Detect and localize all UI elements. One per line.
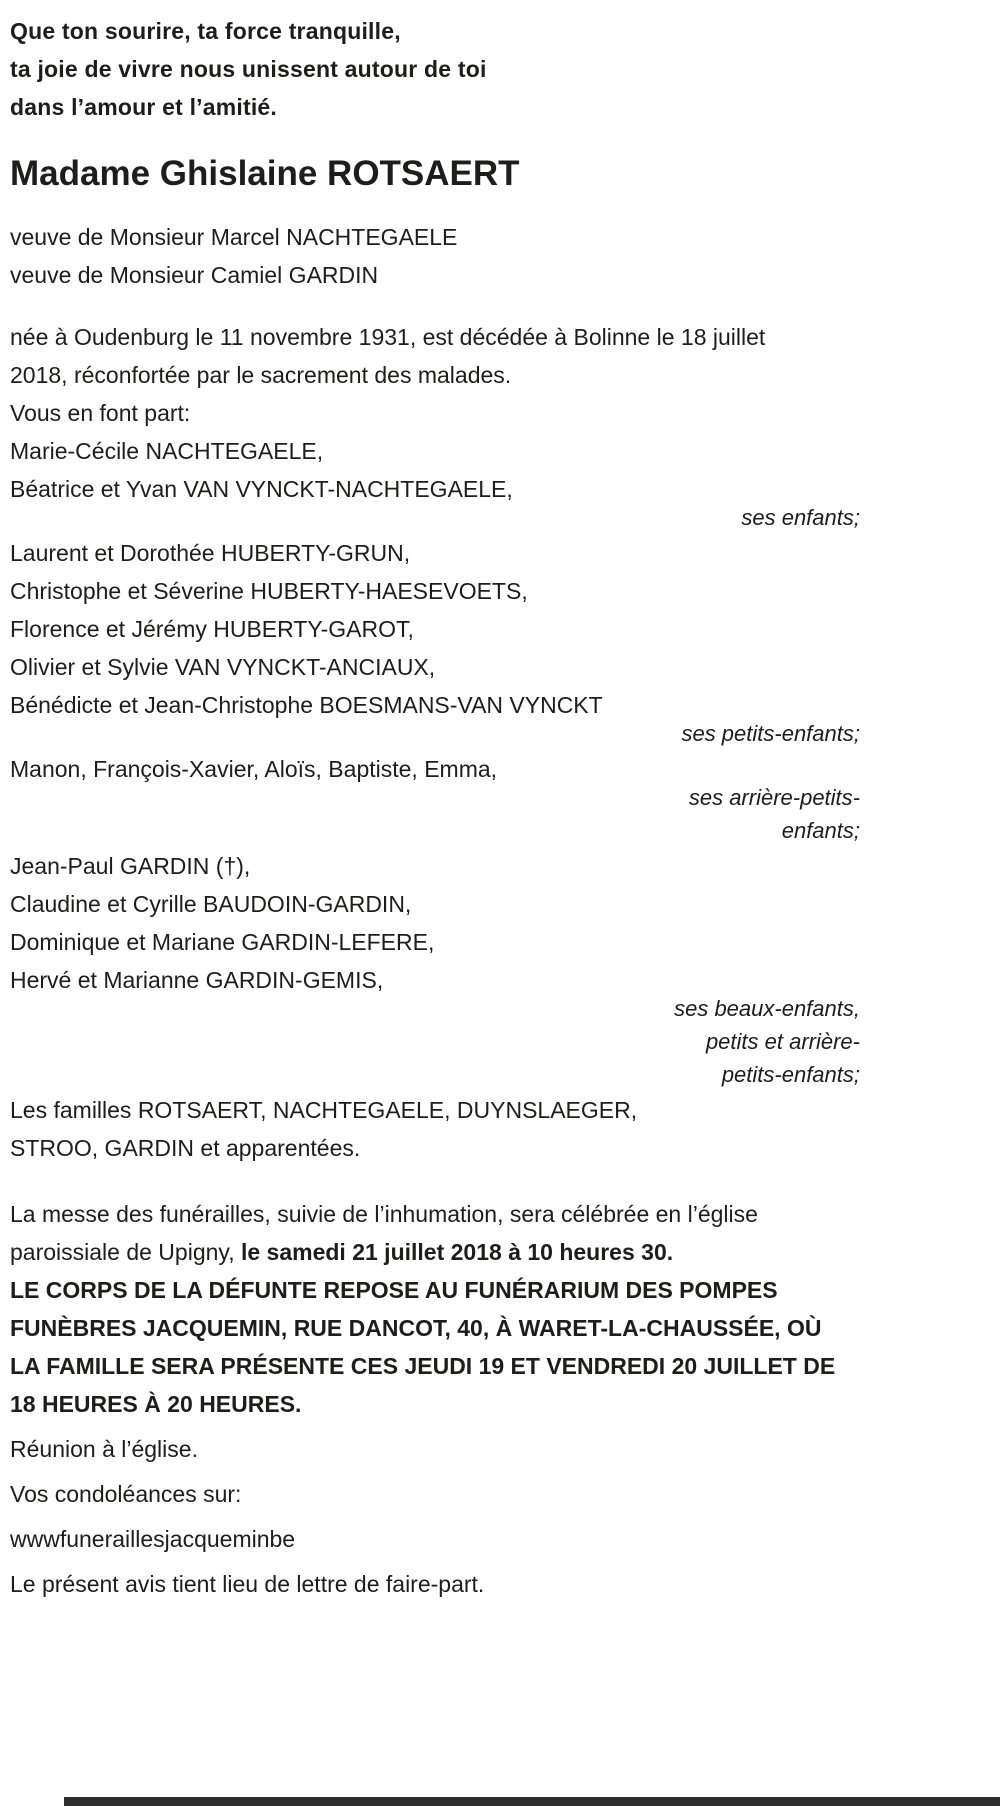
family-group-great-grandchildren [10, 750, 986, 847]
family-name-line: Manon, François-Xavier, Aloïs, Baptiste, Emma, [10, 756, 498, 782]
mass-datetime: le samedi 21 juillet 2018 à 10 heures 30. [240, 1239, 674, 1265]
relation-line: petits et arrière- [705, 1029, 860, 1054]
repose-notice-line: LA FAMILLE SERA PRÉSENTE CES JEUDI 19 ET VENDREDI 20 JUILLET DE [10, 1353, 836, 1379]
family-group-grandchildren [10, 534, 986, 750]
life-summary [10, 318, 986, 394]
extended-families-line: STROO, GARDIN et apparentées. [10, 1135, 361, 1161]
family-name-line: Christophe et Séverine HUBERTY-HAESEVOETS, [10, 578, 528, 604]
closing-note: Le présent avis tient lieu de lettre de faire-part. [10, 1571, 485, 1597]
family-name-line: Florence et Jérémy HUBERTY-GAROT, [10, 616, 414, 642]
mass-announcement-line [10, 1233, 986, 1271]
family-list [10, 432, 986, 1091]
opening-quote [10, 12, 986, 126]
family-group-children [10, 432, 986, 534]
meeting-note: Réunion à l’église. [10, 1436, 198, 1462]
repose-notice-line: FUNÈBRES JACQUEMIN, RUE DANCOT, 40, À WARET-LA-CHAUSSÉE, OÙ [10, 1315, 822, 1341]
family-name-line: Bénédicte et Jean-Christophe BOESMANS-VAN VYNCKT [10, 692, 603, 718]
mass-announcement-line: La messe des funérailles, suivie de l’inhumation, sera célébrée en l’église [10, 1201, 758, 1227]
relation-line: ses enfants; [741, 505, 860, 530]
family-name-line: Olivier et Sylvie VAN VYNCKT-ANCIAUX, [10, 654, 436, 680]
repose-notice [10, 1271, 986, 1423]
relation-line: petits-enfants; [721, 1062, 860, 1087]
relation-line: enfants; [781, 818, 860, 843]
family-name-line: Béatrice et Yvan VAN VYNCKT-NACHTEGAELE, [10, 476, 513, 502]
mass-announcement [10, 1195, 986, 1271]
family-name-line: Jean-Paul GARDIN (†), [10, 853, 251, 879]
widow-line: veuve de Monsieur Marcel NACHTEGAELE [10, 224, 458, 250]
announcement-intro: Vous en font part: [10, 400, 191, 426]
deceased-name: Madame Ghislaine ROTSAERT [10, 154, 520, 193]
quote-line: Que ton sourire, ta force tranquille, [10, 18, 401, 44]
quote-line: ta joie de vivre nous unissent autour de toi [10, 56, 487, 82]
family-name-line: Claudine et Cyrille BAUDOIN-GARDIN, [10, 891, 412, 917]
family-name-line: Marie-Cécile NACHTEGAELE, [10, 438, 324, 464]
relation-line: ses petits-enfants; [681, 721, 860, 746]
life-summary-line: 2018, réconfortée par le sacrement des malades. [10, 362, 512, 388]
mass-location-text: paroissiale de Upigny, [10, 1239, 241, 1265]
widow-line: veuve de Monsieur Camiel GARDIN [10, 262, 379, 288]
bottom-cropped-bar [64, 1797, 1000, 1806]
family-name-line: Laurent et Dorothée HUBERTY-GRUN, [10, 540, 411, 566]
condolences-label: Vos condoléances sur: [10, 1481, 242, 1507]
repose-notice-line: 18 HEURES À 20 HEURES. [10, 1391, 302, 1417]
widow-block [10, 218, 986, 294]
family-group-stepchildren [10, 847, 986, 1091]
relation-line: ses arrière-petits- [688, 785, 860, 810]
repose-notice-line: LE CORPS DE LA DÉFUNTE REPOSE AU FUNÉRARIUM DES POMPES [10, 1277, 778, 1303]
quote-line: dans l’amour et l’amitié. [10, 94, 278, 120]
condolences-website: wwwfuneraillesjacqueminbe [10, 1526, 296, 1552]
relation-label-stepchildren [10, 992, 860, 1091]
relation-label-great-grandchildren [10, 781, 860, 847]
relation-line: ses beaux-enfants, [674, 996, 860, 1021]
family-name-line: Dominique et Mariane GARDIN-LEFERE, [10, 929, 435, 955]
extended-families [10, 1091, 986, 1167]
extended-families-line: Les familles ROTSAERT, NACHTEGAELE, DUYNSLAEGER, [10, 1097, 638, 1123]
family-name-line: Hervé et Marianne GARDIN-GEMIS, [10, 967, 384, 993]
life-summary-line: née à Oudenburg le 11 novembre 1931, est décédée à Bolinne le 18 juillet [10, 324, 766, 350]
